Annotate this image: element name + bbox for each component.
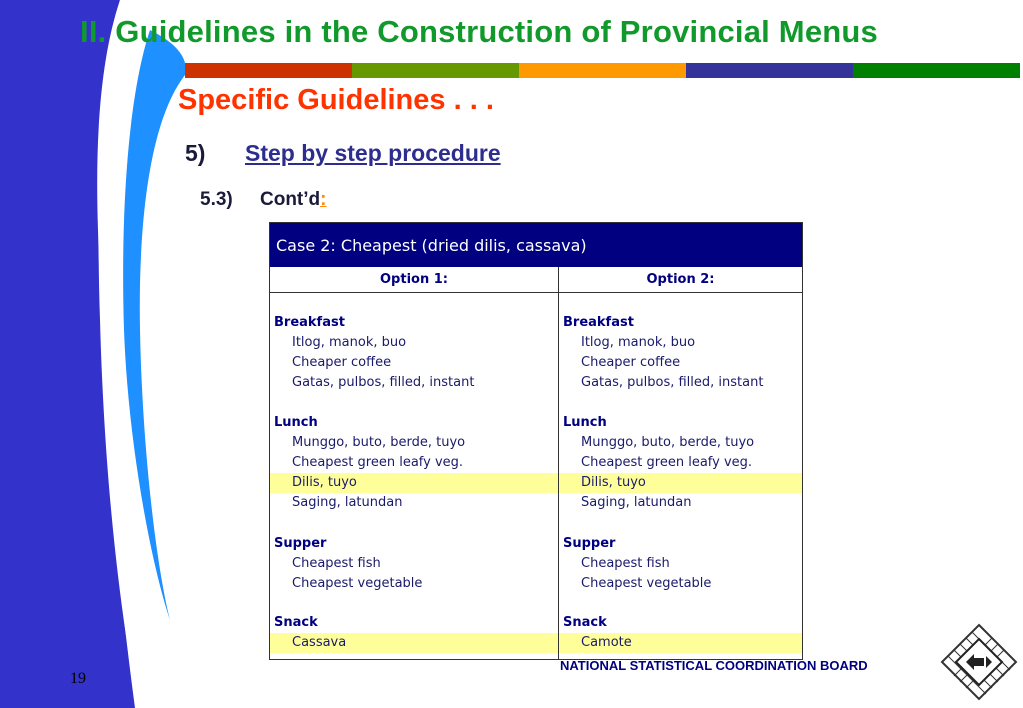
color-bar-segment <box>686 63 853 78</box>
decorative-side-swoosh <box>0 0 200 708</box>
color-bar-segment <box>185 63 352 78</box>
highlighted-menu-item: Camote <box>559 633 802 653</box>
menu-item: Munggo, buto, berde, tuyo <box>581 435 755 450</box>
table-header: Case 2: Cheapest (dried dilis, cassava) <box>270 223 802 267</box>
substep-number: 5.3) <box>200 189 233 210</box>
meal-heading: Lunch <box>274 415 318 430</box>
option-1-column <box>270 293 559 659</box>
menu-item: Saging, latundan <box>581 495 692 510</box>
menu-item: Cheapest vegetable <box>581 576 712 591</box>
slide-title <box>80 14 878 50</box>
menu-item: Gatas, pulbos, filled, instant <box>292 375 475 390</box>
substep-text: Cont’d <box>260 189 321 210</box>
nscb-logo-icon <box>940 623 1018 701</box>
menu-item: Munggo, buto, berde, tuyo <box>292 435 466 450</box>
menu-item: Cheapest fish <box>292 556 381 571</box>
highlighted-menu-item: Cassava <box>270 633 558 653</box>
option-2-column <box>559 293 802 659</box>
menu-item: Cheapest green leafy veg. <box>581 455 753 470</box>
step-number: 5) <box>185 140 206 166</box>
menu-columns <box>270 293 802 659</box>
option-2-header: Option 2: <box>646 272 715 287</box>
menu-item: Cheaper coffee <box>292 355 392 370</box>
option-header-row <box>270 267 802 293</box>
menu-item: Saging, latundan <box>292 495 403 510</box>
meal-heading: Snack <box>274 615 318 630</box>
color-bar <box>185 63 1020 78</box>
subtitle: Specific Guidelines . . . <box>178 84 494 116</box>
menu-item: Cheapest fish <box>581 556 670 571</box>
step-link[interactable]: Step by step procedure <box>245 140 501 166</box>
highlighted-menu-item: Dilis, tuyo <box>270 473 558 493</box>
menu-item: Cheaper coffee <box>581 355 681 370</box>
highlighted-menu-item: Dilis, tuyo <box>559 473 802 493</box>
menu-item: Cheapest green leafy veg. <box>292 455 464 470</box>
footer-organization: NATIONAL STATISTICAL COORDINATION BOARD <box>560 658 868 673</box>
substep-colon-link[interactable]: : <box>320 189 327 210</box>
menu-item: Itlog, manok, buo <box>292 335 407 350</box>
color-bar-segment <box>519 63 686 78</box>
menu-item: Itlog, manok, buo <box>581 335 696 350</box>
menu-item: Cheapest vegetable <box>292 576 423 591</box>
meal-heading: Snack <box>563 615 607 630</box>
meal-heading: Breakfast <box>563 315 634 330</box>
meal-heading: Lunch <box>563 415 607 430</box>
page-number: 19 <box>70 670 86 687</box>
meal-heading: Supper <box>563 536 616 551</box>
meal-heading: Breakfast <box>274 315 345 330</box>
menu-table <box>269 222 803 660</box>
color-bar-segment <box>853 63 1020 78</box>
color-bar-segment <box>352 63 519 78</box>
meal-heading: Supper <box>274 536 327 551</box>
substep-label <box>260 189 326 211</box>
option-1-header: Option 1: <box>270 267 559 292</box>
menu-item: Gatas, pulbos, filled, instant <box>581 375 764 390</box>
title-text: Guidelines in the Construction of Provincial Menus <box>115 14 878 49</box>
title-number: II. <box>80 14 107 49</box>
